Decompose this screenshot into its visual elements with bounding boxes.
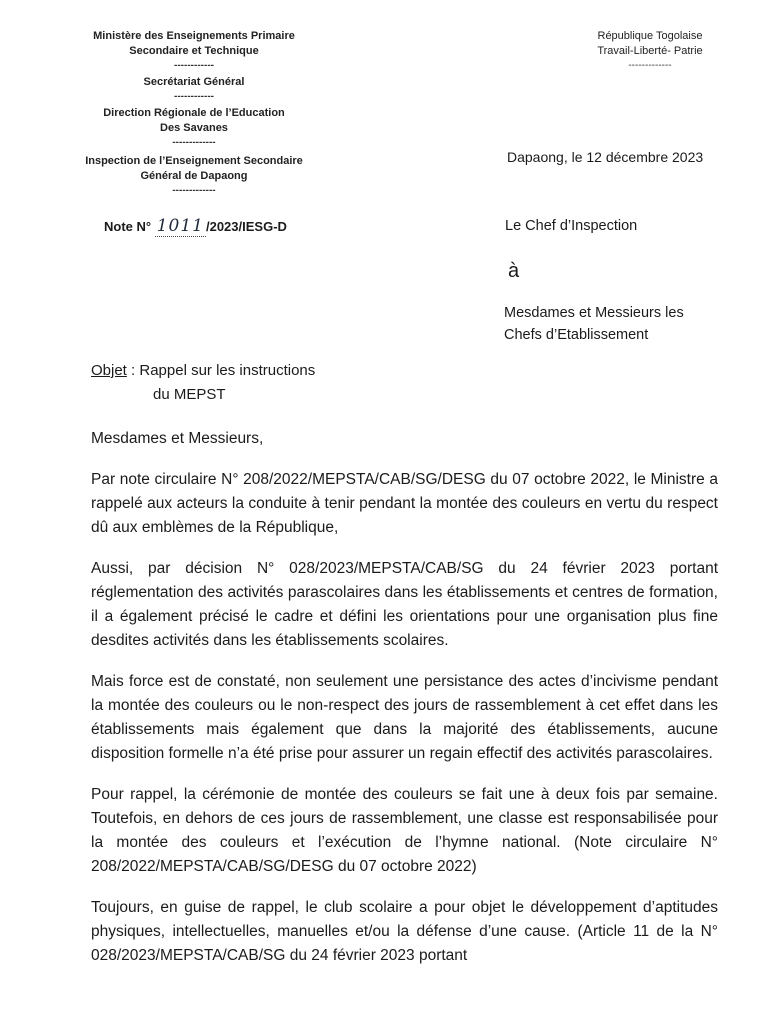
- to-label: à: [508, 260, 520, 282]
- motto: Travail-Liberté- Patrie: [597, 45, 703, 57]
- paragraph-text: Toujours, en guise de rappel, le club scolaire a pour objet le développement d’aptitudes physiques, intellectuelles, manuelles et/ou la défense d’une cause. (Article 11 de la N° 028/2023/MEPSTA/CAB/SG du 24 février 2023 portant: [91, 899, 718, 964]
- note-prefix: Note N°: [104, 219, 152, 234]
- separator: -------------: [628, 60, 672, 71]
- object-text-1: : Rappel sur les instructions: [126, 362, 316, 379]
- inspection-line-2: Général de Dapaong: [140, 170, 248, 182]
- header-left: [80, 29, 308, 196]
- paragraph: [91, 468, 718, 540]
- secretariat-label: Secrétariat Général: [143, 76, 245, 88]
- paragraph: [91, 670, 718, 766]
- ministry-line-2: Secondaire et Technique: [129, 45, 259, 57]
- paragraph-text: Aussi, par décision N° 028/2023/MEPSTA/CAB/SG du 24 février 2023 portant réglementation des activités parascolaires dans les établissements et centres de formation, il a également précisé le cadre et défini les orientations pour une: [91, 560, 718, 625]
- paragraph-last-line: organisation plus fine desdites activités dans les établissements scolaires.: [91, 608, 718, 649]
- recipient: [504, 302, 684, 346]
- paragraph: [91, 557, 718, 653]
- object-block: [91, 359, 315, 407]
- paragraph-last-line: effectif des activités parascolaires.: [477, 745, 713, 762]
- note-number: [104, 216, 287, 237]
- recipient-line-2: Chefs d’Etablissement: [504, 327, 649, 343]
- paragraph: [91, 783, 718, 879]
- direction-line-1: Direction Régionale de l’Education: [103, 107, 285, 119]
- paragraph-text: Mais force est de constaté, non seulement une persistance des actes d’incivisme pendant la montée des couleurs ou le non-respect des jours de rassemblement à cet effet dans les établissements mais également que dans la majorité des établissements, aucune disposition formelle n’a été prise pour assurer un regain: [91, 673, 718, 762]
- separator: ------------: [174, 91, 214, 102]
- sender: Le Chef d’Inspection: [505, 218, 638, 234]
- date-line: Dapaong, le 12 décembre 2023: [507, 149, 704, 165]
- separator: ------------: [174, 60, 214, 71]
- inspection-line-1: Inspection de l’Enseignement Secondaire: [85, 155, 303, 167]
- letter-body: [91, 468, 718, 985]
- separator: -------------: [172, 185, 216, 196]
- paragraph: [91, 896, 718, 968]
- recipient-line-1: Mesdames et Messieurs les: [504, 305, 684, 321]
- paragraph-last-line: vertu du respect dû aux emblèmes de la République,: [91, 495, 718, 536]
- paragraph-text: Pour rappel, la cérémonie de montée des couleurs se fait une à deux fois par semaine. Toutefois, en dehors de ces jours de rassemblement, une classe est responsabilisée pour la montée des couleurs et l’exécution de l’hymne national. (Note circulaire N°: [91, 786, 718, 851]
- republic-label: République Togolaise: [597, 30, 703, 42]
- paragraph-text: Par note circulaire N° 208/2022/MEPSTA/CAB/SG/DESG du 07 octobre 2022, le Ministre a rappelé aux acteurs la conduite à tenir pendant la montée des couleurs en: [91, 471, 718, 512]
- direction-line-2: Des Savanes: [160, 122, 228, 134]
- object-label: Objet: [91, 362, 127, 379]
- ministry-line-1: Ministère des Enseignements Primaire: [93, 30, 295, 42]
- header-right: [580, 29, 720, 71]
- handwritten-note-number: 1011: [156, 216, 204, 236]
- object-text-2: du MEPST: [153, 386, 226, 403]
- paragraph-last-line: 208/2022/MEPSTA/CAB/SG/DESG du 07 octobre 2022): [91, 858, 477, 875]
- note-suffix: /2023/IESG-D: [205, 219, 287, 234]
- salutation: Mesdames et Messieurs,: [91, 430, 264, 447]
- separator: -------------: [172, 137, 216, 148]
